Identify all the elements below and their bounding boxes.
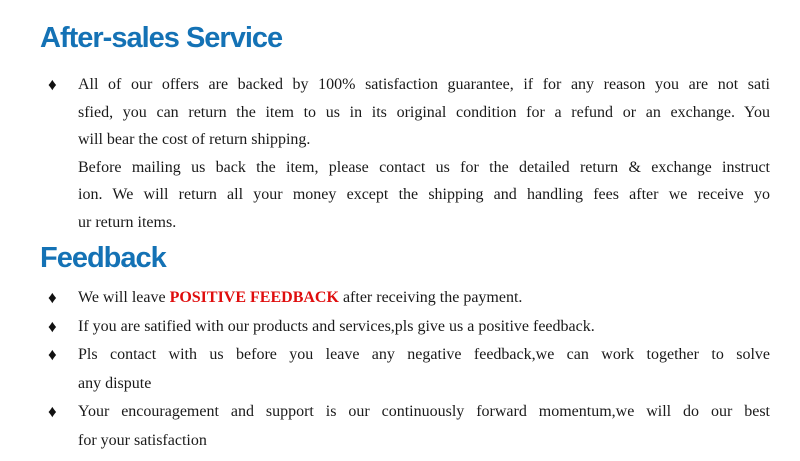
after-sales-line: will bear the cost of return shipping. [78,131,311,148]
feedback-item-1-text [78,284,770,313]
after-sales-line: All of our offers are backed by 100% satisfaction guarantee, if for any reason you are not sati [78,76,770,93]
feedback-line: for your satisfaction [78,431,207,449]
positive-feedback-highlight: POSITIVE FEEDBACK [169,289,339,306]
feedback-line: Your encouragement and support is our continuously forward momentum,we will do our best [78,403,770,420]
after-sales-line: sfied, you can return the item to us in its original condition for a refund or an exchange. You [78,103,770,121]
feedback-line: If you are satified with our products and services,pls give us a positive feedback. [78,317,595,335]
after-sales-line: Before mailing us back the item, please contact us for the detailed return & exchange instruct [78,158,770,176]
after-sales-line: ion. We will return all your money except the shipping and handling fees after we receive yo [78,186,770,203]
feedback-item-4 [0,398,800,455]
feedback-text-post: after receiving the payment. [338,289,523,306]
feedback-item-3-text [78,341,770,398]
after-sales-heading: After-sales Service [40,22,283,54]
diamond-bullet-icon: ♦ [48,75,57,94]
feedback-item-2 [0,313,800,342]
feedback-heading: Feedback [40,242,166,274]
feedback-line [78,284,770,313]
feedback-list [0,284,800,455]
feedback-line: Pls contact with us before you leave any negative feedback,we can work together to solve [78,346,770,363]
feedback-item-4-text [78,398,770,455]
diamond-bullet-icon: ♦ [48,402,57,421]
diamond-bullet-icon: ♦ [48,288,57,307]
feedback-item-1 [0,284,800,313]
after-sales-line: ur return items. [78,213,177,231]
after-sales-item [0,71,800,236]
after-sales-paragraph [78,71,770,236]
diamond-bullet-icon: ♦ [48,316,57,336]
diamond-bullet-icon: ♦ [48,345,57,364]
feedback-item-2-text [78,313,770,342]
feedback-text-pre: We will leave [78,289,170,306]
feedback-line: any dispute [78,374,152,392]
feedback-item-3 [0,341,800,398]
